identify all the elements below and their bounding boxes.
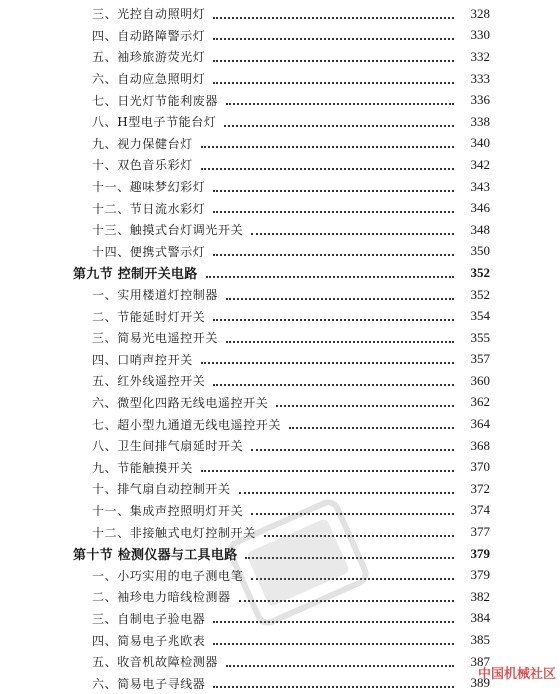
toc-item-row [0, 370, 560, 392]
item-title: 十四、便携式警示灯 [92, 244, 206, 259]
toc-item-row [0, 46, 560, 68]
page-number: 374 [470, 502, 490, 518]
item-title: 一、小巧实用的电子测电笔 [92, 568, 244, 583]
dot-leader [226, 663, 454, 667]
toc-item-row [0, 89, 560, 111]
item-title: 四、简易电子兆欧表 [92, 633, 206, 648]
dot-leader [213, 80, 454, 84]
item-title: 三、光控自动照明灯 [92, 7, 206, 22]
toc-item-row [0, 133, 560, 155]
dot-leader [276, 403, 454, 407]
dot-leader [239, 490, 454, 494]
page-number: 387 [470, 653, 490, 669]
item-title: 十、双色音乐彩灯 [92, 158, 193, 173]
item-title: 三、自制电子验电器 [92, 611, 206, 626]
item-title: 六、自动应急照明灯 [92, 72, 206, 87]
dot-leader [213, 641, 454, 645]
toc-item-row [0, 111, 560, 133]
item-title: 七、超小型九通道无线电遥控开关 [92, 417, 282, 432]
dot-leader [289, 425, 454, 429]
item-title: 七、日光灯节能利废器 [92, 93, 219, 108]
page-number: 355 [470, 329, 490, 345]
item-title: 五、袖珍旅游荧光灯 [92, 50, 206, 65]
page-number: 354 [470, 308, 490, 324]
page-number: 379 [470, 545, 490, 561]
toc-item-row [0, 327, 560, 349]
dot-leader [213, 382, 454, 386]
item-title: 五、收音机故障检测器 [92, 655, 219, 670]
page-number: 372 [470, 480, 490, 496]
item-title: 十三、触摸式台灯调光开关 [92, 223, 244, 238]
dot-leader [251, 231, 454, 235]
item-title: 八、卫生间排气扇延时开关 [92, 439, 244, 454]
item-title: 十一、趣味梦幻彩灯 [92, 180, 206, 195]
page-number: 360 [470, 372, 490, 388]
toc-item-row [0, 176, 560, 198]
item-title: 十、排气扇自动控制开关 [92, 482, 231, 497]
section-title: 第十节 检测仪器与工具电路 [73, 548, 238, 564]
dot-leader [201, 166, 454, 170]
page-number: 382 [470, 588, 490, 604]
page-number: 332 [470, 48, 490, 64]
page-number: 336 [470, 92, 490, 108]
item-title: 二、袖珍电力暗线检测器 [92, 590, 231, 605]
page-number: 342 [470, 156, 490, 172]
page-number: 377 [470, 524, 490, 540]
page-number: 364 [470, 416, 490, 432]
page-number: 328 [470, 5, 490, 21]
page-number: 370 [470, 459, 490, 475]
item-title: 三、简易光电遥控开关 [92, 331, 219, 346]
dot-leader [201, 144, 454, 148]
toc-item-row [0, 25, 560, 47]
toc-item-row [0, 154, 560, 176]
toc-item-row [0, 392, 560, 414]
item-title: 九、视力保健台灯 [92, 136, 193, 151]
dot-leader [201, 468, 454, 472]
dot-leader [251, 447, 454, 451]
item-title: 五、红外线遥控开关 [92, 374, 206, 389]
dot-leader [226, 101, 454, 105]
toc-section-row [0, 262, 560, 284]
dot-leader [213, 58, 454, 62]
dot-leader [213, 684, 454, 688]
toc-item-row [0, 219, 560, 241]
page-number: 338 [470, 113, 490, 129]
dot-leader [213, 619, 454, 623]
site-watermark: 中国机械社区 [477, 666, 556, 682]
dot-leader [213, 317, 454, 321]
toc-item-row [0, 478, 560, 500]
toc-item-row [0, 241, 560, 263]
item-title: 四、口哨声控开关 [92, 352, 193, 367]
section-title: 第九节 控制开关电路 [73, 267, 198, 283]
page-number: 333 [470, 70, 490, 86]
item-title: 十二、节日流水彩灯 [92, 201, 206, 216]
dot-leader [251, 511, 454, 515]
page-number: 357 [470, 351, 490, 367]
item-title: 八、H型电子节能台灯 [92, 115, 217, 130]
dot-leader [224, 123, 454, 127]
toc-item-row [0, 284, 560, 306]
page-number: 348 [470, 221, 490, 237]
dot-leader [213, 209, 454, 213]
page-number: 384 [470, 610, 490, 626]
page-number: 352 [470, 264, 490, 280]
page-number: 379 [470, 567, 490, 583]
page-number: 343 [470, 178, 490, 194]
item-title: 十二、非接触式电灯控制开关 [92, 525, 256, 540]
toc-item-row [0, 435, 560, 457]
page-number: 330 [470, 27, 490, 43]
dot-leader [213, 36, 454, 40]
dot-leader [213, 188, 454, 192]
dot-leader [226, 339, 454, 343]
item-title: 四、自动路障警示灯 [92, 28, 206, 43]
dot-leader [213, 15, 454, 19]
page-number: 350 [470, 243, 490, 259]
item-title: 六、简易电子寻线器 [92, 676, 206, 691]
toc-item-row [0, 197, 560, 219]
toc-item-row [0, 456, 560, 478]
toc-item-row [0, 629, 560, 651]
page-number: 368 [470, 437, 490, 453]
dot-leader [226, 296, 454, 300]
toc-item-row [0, 3, 560, 25]
toc-item-row [0, 413, 560, 435]
dot-leader [206, 274, 454, 278]
page-number: 340 [470, 135, 490, 151]
page-number: 352 [470, 286, 490, 302]
item-title: 六、微型化四路无线电遥控开关 [92, 395, 269, 410]
toc-item-row [0, 349, 560, 371]
page-number: 389 [470, 675, 490, 691]
toc-item-row [0, 68, 560, 90]
page-number: 346 [470, 200, 490, 216]
dot-leader [201, 360, 454, 364]
item-title: 十一、集成声控照明灯开关 [92, 503, 244, 518]
toc-item-row [0, 305, 560, 327]
page-number: 362 [470, 394, 490, 410]
dot-leader [213, 252, 454, 256]
page-number: 385 [470, 632, 490, 648]
item-title: 一、实用楼道灯控制器 [92, 288, 219, 303]
item-title: 二、节能延时灯开关 [92, 309, 206, 324]
item-title: 九、节能触摸开关 [92, 460, 193, 475]
